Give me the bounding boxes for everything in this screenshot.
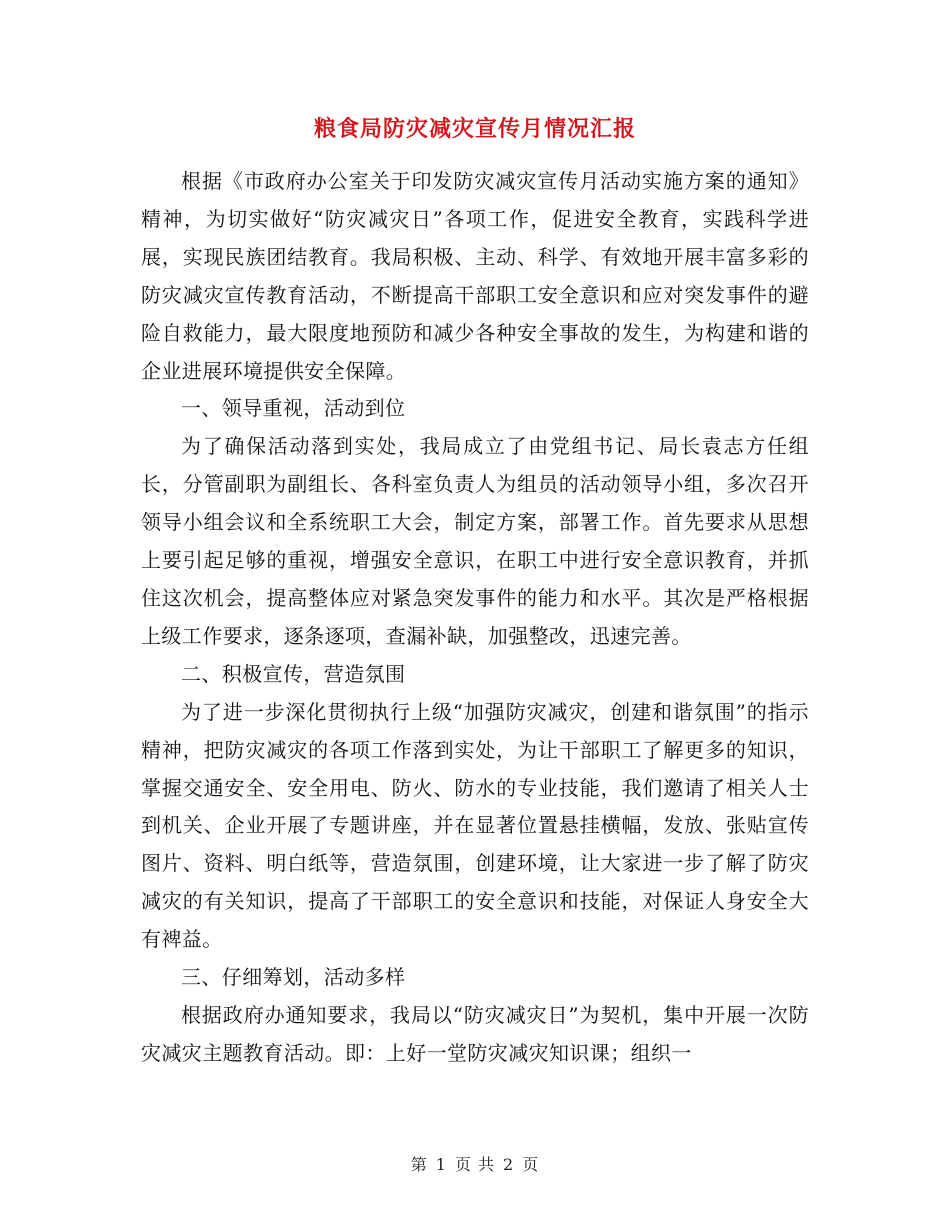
page-label-prefix: 第 bbox=[410, 1155, 428, 1174]
page-total: 2 bbox=[503, 1155, 515, 1174]
page-label-suffix: 页 bbox=[522, 1155, 540, 1174]
paragraph-intro: 根据《市政府办公室关于印发防灾减灾宣传月活动实施方案的通知》精神，为切实做好“防灾减灾日”各项工作，促进安全教育，实践科学进展，实现民族团结教育。我局积极、主动、科学、有效地开展丰富多彩的防灾减灾宣传教育活动，不断提高干部职工安全意识和应对突发事件的避险自救能力，最大限度地预防和减少各种安全事故的发生，为构建和谐的企业进展环境提供安全保障。 bbox=[141, 169, 809, 383]
paragraph-section-2: 为了进一步深化贯彻执行上级“加强防灾减灾，创建和谐氛围”的指示精神，把防灾减灾的各项工作落到实处，为让干部职工了解更多的知识，掌握交通安全、安全用电、防火、防水的专业技能，我们邀请了相关人士到机关、企业开展了专题讲座，并在显著位置悬挂横幅，发放、张贴宣传图片、资料、明白纸等，营造氛围，创建环境，让大家进一步了解了防灾减灾的有关知识，提高了干部职工的安全意识和技能，对保证人身安全大有裨益。 bbox=[141, 699, 809, 952]
page-footer bbox=[0, 1152, 950, 1175]
paragraph-section-3: 根据政府办通知要求，我局以“防灾减灾日”为契机，集中开展一次防灾减灾主题教育活动。即：上好一堂防灾减灾知识课；组织一 bbox=[141, 1002, 809, 1065]
document-body bbox=[141, 163, 809, 1073]
page-label-mid: 页 共 bbox=[454, 1155, 496, 1174]
section-heading-2: 二、积极宣传，营造氛围 bbox=[181, 661, 406, 686]
document-title: 粮食局防灾减灾宣传月情况汇报 bbox=[313, 116, 636, 142]
section-heading-3: 三、仔细筹划，活动多样 bbox=[181, 965, 406, 990]
paragraph-section-1: 为了确保活动落到实处，我局成立了由党组书记、局长袁志方任组长，分管副职为副组长、各科室负责人为组员的活动领导小组，多次召开领导小组会议和全系统职工大会，制定方案，部署工作。首先要求从思想上要引起足够的重视，增强安全意识，在职工中进行安全意识教育，并抓住这次机会，提高整体应对紧急突发事件的能力和水平。其次是严格根据上级工作要求，逐条逐项，查漏补缺，加强整改，迅速完善。 bbox=[141, 434, 809, 648]
section-heading-1: 一、领导重视，活动到位 bbox=[181, 396, 406, 421]
page-number: 1 bbox=[435, 1155, 447, 1174]
